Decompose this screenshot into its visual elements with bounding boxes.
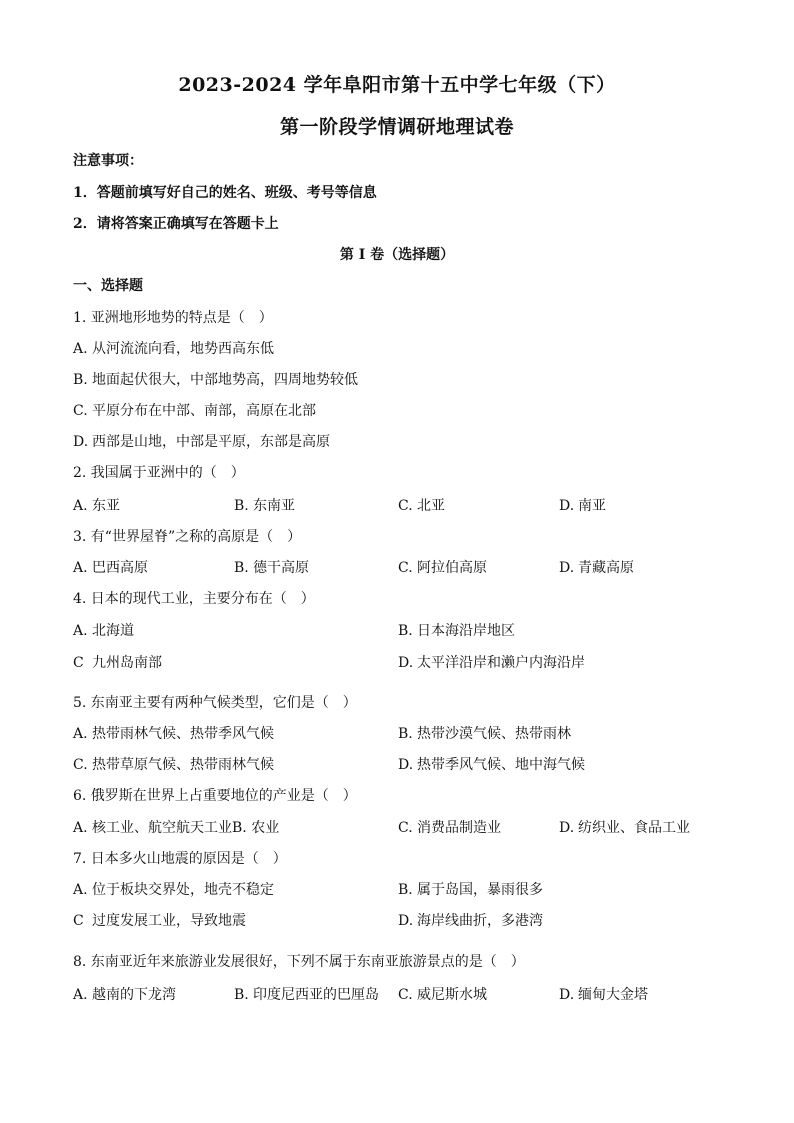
- question-stem: 2. 我国属于亚洲中的（ ）: [73, 465, 245, 481]
- question-stem: 6. 俄罗斯在世界上占重要地位的产业是（ ）: [73, 788, 357, 804]
- option-text: 越南的下龙湾: [92, 987, 176, 1003]
- option-label: D.: [398, 913, 414, 929]
- option-text: 巴西高原: [92, 560, 148, 576]
- option-text: 热带季风气候、地中海气候: [417, 757, 585, 773]
- option: [559, 495, 606, 515]
- option-text: 南亚: [578, 498, 606, 514]
- option: [73, 338, 274, 358]
- option-text: 太平洋沿岸和濑户内海沿岸: [417, 655, 585, 671]
- question-stem: 3. 有“世界屋脊”之称的高原是（ ）: [73, 529, 302, 545]
- option-label: D.: [398, 655, 414, 671]
- option-label: A.: [73, 341, 88, 357]
- option: [234, 984, 379, 1004]
- option: [234, 557, 309, 577]
- option-label: A.: [73, 726, 88, 742]
- option: [73, 754, 274, 774]
- option-label: D.: [398, 757, 414, 773]
- option-text: 从河流流向看，地势西高东低: [92, 341, 274, 357]
- option-label: B.: [234, 560, 249, 576]
- option-text: 西部是山地，中部是平原，东部是高原: [92, 434, 330, 450]
- option-text: 热带雨林气候、热带季风气候: [92, 726, 274, 742]
- question-stem: 5. 东南亚主要有两种气候类型，它们是（ ）: [73, 695, 357, 711]
- option-label: C: [73, 913, 84, 929]
- option-text: 缅甸大金塔: [578, 987, 648, 1003]
- option-label: C.: [73, 403, 88, 419]
- option: [234, 495, 295, 515]
- option-label: D.: [559, 498, 575, 514]
- option-label: A.: [73, 987, 88, 1003]
- option: [73, 723, 274, 743]
- option: [73, 910, 246, 930]
- option-label: C.: [398, 560, 413, 576]
- section-title: 一、选择题: [73, 278, 143, 294]
- question-stem: 7. 日本多火山地震的原因是（ ）: [73, 851, 287, 867]
- option: [73, 557, 148, 577]
- option: [398, 879, 543, 899]
- option-label: C.: [73, 757, 88, 773]
- option: [398, 984, 487, 1004]
- option-label: C.: [398, 987, 413, 1003]
- question-stem: 1. 亚洲地形地势的特点是（ ）: [73, 310, 273, 326]
- option-label: D.: [73, 434, 89, 450]
- option-text: 日本海沿岸地区: [417, 623, 515, 639]
- option-text: 热带草原气候、热带雨林气候: [92, 757, 274, 773]
- option-label: B.: [234, 498, 249, 514]
- option: [73, 400, 316, 420]
- option-text: 德干高原: [253, 560, 309, 576]
- option-label: A.: [73, 623, 88, 639]
- option-text: 属于岛国，暴雨很多: [417, 882, 543, 898]
- option-text: 九州岛南部: [92, 655, 162, 671]
- option: [398, 495, 445, 515]
- option-label: D.: [559, 987, 575, 1003]
- option-label: D.: [559, 560, 575, 576]
- option: [398, 723, 571, 743]
- option-text: 阿拉伯高原: [417, 560, 487, 576]
- option-label: A.: [73, 560, 88, 576]
- option: [559, 817, 690, 837]
- option: [73, 431, 330, 451]
- option-text: 东亚: [92, 498, 120, 514]
- option-text: 威尼斯水城: [417, 987, 487, 1003]
- option-label: C.: [398, 498, 413, 514]
- option: [73, 495, 120, 515]
- exam-title: 2023-2024 学年阜阳市第十五中学七年级（下）: [178, 74, 616, 96]
- option-text: 过度发展工业，导致地震: [92, 913, 246, 929]
- option-text: 热带沙漠气候、热带雨林: [417, 726, 571, 742]
- option-label: A.: [73, 820, 88, 836]
- question-stem: 8. 东南亚近年来旅游业发展很好，下列不属于东南亚旅游景点的是（ ）: [73, 954, 525, 970]
- option-text: 印度尼西亚的巴厘岛: [253, 987, 379, 1003]
- option: [398, 910, 543, 930]
- notice-item: 1．答题前填写好自己的姓名、班级、考号等信息: [73, 185, 377, 201]
- option-text: 东南亚: [253, 498, 295, 514]
- part-title: 第 I 卷（选择题）: [339, 247, 455, 263]
- option: [559, 557, 634, 577]
- notice-item: 2．请将答案正确填写在答题卡上: [73, 216, 279, 232]
- option-label: D.: [559, 820, 575, 836]
- option: [73, 817, 279, 837]
- option: [398, 754, 585, 774]
- question-stem: 4. 日本的现代工业，主要分布在（ ）: [73, 591, 315, 607]
- notice-heading: 注意事项：: [73, 153, 143, 169]
- option-label: A.: [73, 498, 88, 514]
- option: [398, 620, 515, 640]
- option-label: A.: [73, 882, 88, 898]
- option: [73, 369, 358, 389]
- option-text: 平原分布在中部、南部，高原在北部: [92, 403, 316, 419]
- option-label: B.: [398, 726, 413, 742]
- option-label: C: [73, 655, 84, 671]
- option: [398, 557, 487, 577]
- option-text: 北亚: [417, 498, 445, 514]
- option-label: C.: [398, 820, 413, 836]
- option: [398, 817, 501, 837]
- option-text: 消费品制造业: [417, 820, 501, 836]
- option-text: 纺织业、食品工业: [578, 820, 690, 836]
- exam-subtitle: 第一阶段学情调研地理试卷: [279, 116, 514, 138]
- option: [398, 652, 585, 672]
- option: [73, 652, 162, 672]
- option-text: 北海道: [92, 623, 134, 639]
- option-label: B.: [398, 882, 413, 898]
- option: [73, 879, 274, 899]
- option-label: B.: [234, 987, 249, 1003]
- option-text: 青藏高原: [578, 560, 634, 576]
- option-text: 核工业、航空航天工业B. 农业: [92, 820, 280, 836]
- option: [73, 984, 176, 1004]
- option-text: 地面起伏很大，中部地势高，四周地势较低: [92, 372, 358, 388]
- option-label: B.: [73, 372, 88, 388]
- option-text: 海岸线曲折，多港湾: [417, 913, 543, 929]
- option-text: 位于板块交界处，地壳不稳定: [92, 882, 274, 898]
- option-label: B.: [398, 623, 413, 639]
- option: [73, 620, 134, 640]
- option: [559, 984, 648, 1004]
